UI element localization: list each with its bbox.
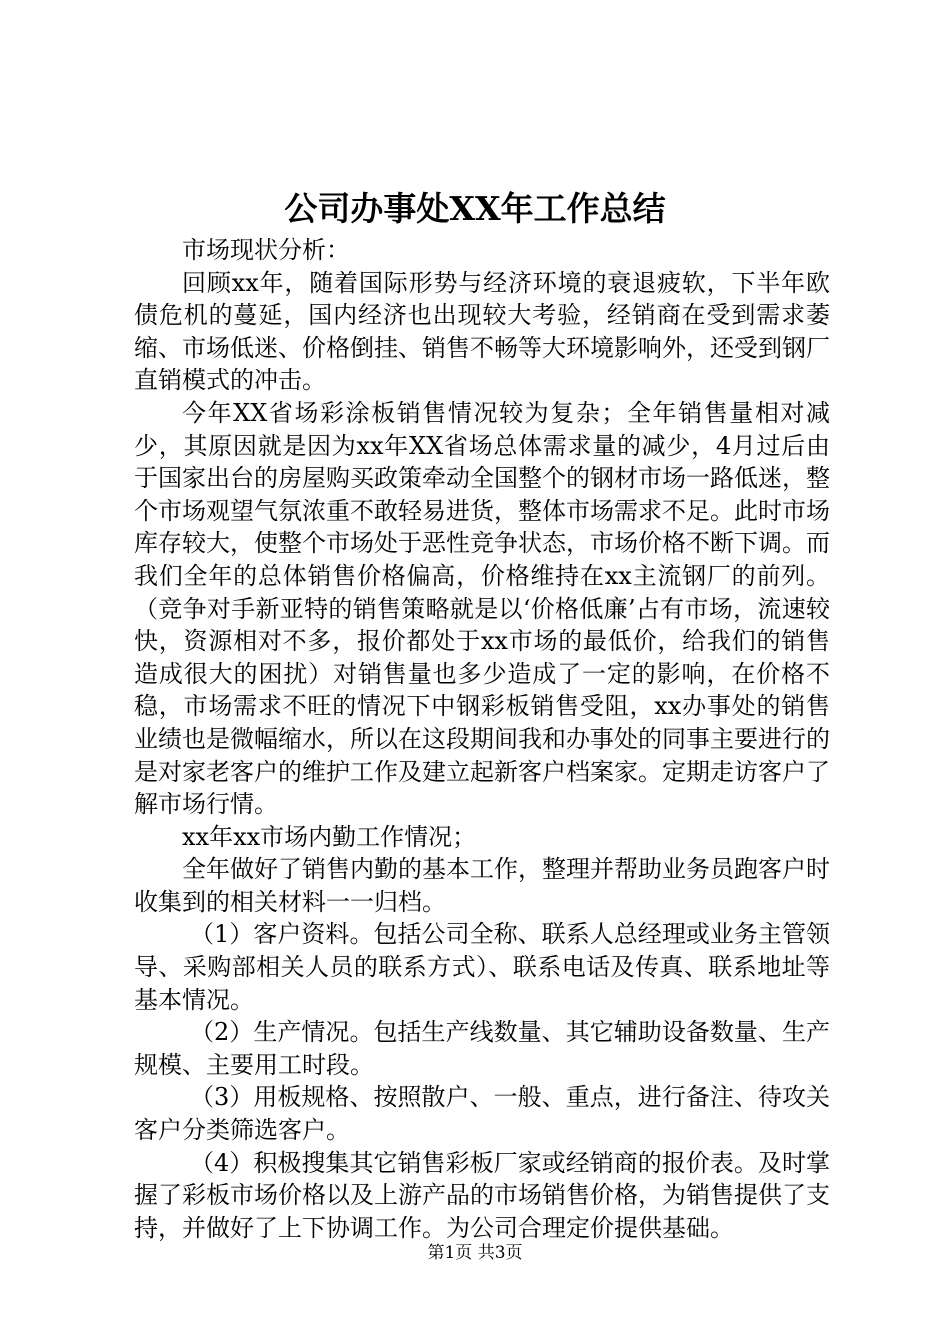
paragraph-section-heading-internal: xx年xx市场内勤工作情况； [182, 822, 477, 851]
paragraph-section-heading-market: 市场现状分析： [182, 236, 350, 264]
paragraph-basic-work: 全年做好了销售内勤的基本工作，整理并帮助业务员跑客户时收集到的相关材料一一归档。 [134, 855, 830, 916]
paragraph-item-3: （3）用板规格、按照散户、一般、重点，进行备注、待攻关客户分类筛选客户。 [134, 1083, 830, 1145]
paragraph-review: 回顾xx年，随着国际形势与经济环境的衰退疲软，下半年欧债危机的蔓延，国内经济也出现较大考验，经销商在受到需求萎缩、市场低迷、价格倒挂、销售不畅等大环境影响外，还受到钢厂直销模式的冲击。 [134, 268, 830, 395]
paragraph-sales-situation: 今年XX省场彩涂板销售情况较为复杂；全年销售量相对减少，其原因就是因为xx年XX省场总体需求量的减少，4月过后由于国家出台的房屋购买政策牵动全国整个的钢材市场一路低迷，整个市场观望气氛浓重不敢轻易进货，整体市场需求不足。此时市场库存较大，使整个市场处于恶性竞争状态，市场价格不断下调。而我们全年的总体销售价格偏高，价格维持在xx主流钢厂的前列。（竞争对手新亚特的销售策略就是以‘价格低廉’占有市场，流速较快，资源相对不多，报价都处于xx市场的最低价，给我们的销售造成很大的困扰）对销售量也多少造成了一定的影响，在价格不稳，市场需求不旺的情况下中钢彩板销售受阻，xx办事处的销售业绩也是微幅缩水，所以在这段期间我和办事处的同事主要进行的是对家老客户的维护工作及建立起新客户档案家。定期走访客户了解市场行情。 [134, 398, 830, 819]
page-footer: 第1页 共3页 [427, 1243, 523, 1263]
paragraph-item-4: （4）积极搜集其它销售彩板厂家或经销商的报价表。及时掌握了彩板市场价格以及上游产品的市场销售价格，为销售提供了支持，并做好了上下协调工作。为公司合理定价提供基础。 [134, 1148, 830, 1242]
paragraph-item-2: （2）生产情况。包括生产线数量、其它辅助设备数量、生产规模、主要用工时段。 [134, 1018, 830, 1079]
document-body [134, 234, 830, 1244]
document-title: 公司办事处XX年工作总结 [284, 189, 666, 228]
paragraph-item-1: （1）客户资料。包括公司全称、联系人总经理或业务主管领导、采购部相关人员的联系方式）、联系电话及传真、联系地址等基本情况。 [134, 920, 830, 1014]
